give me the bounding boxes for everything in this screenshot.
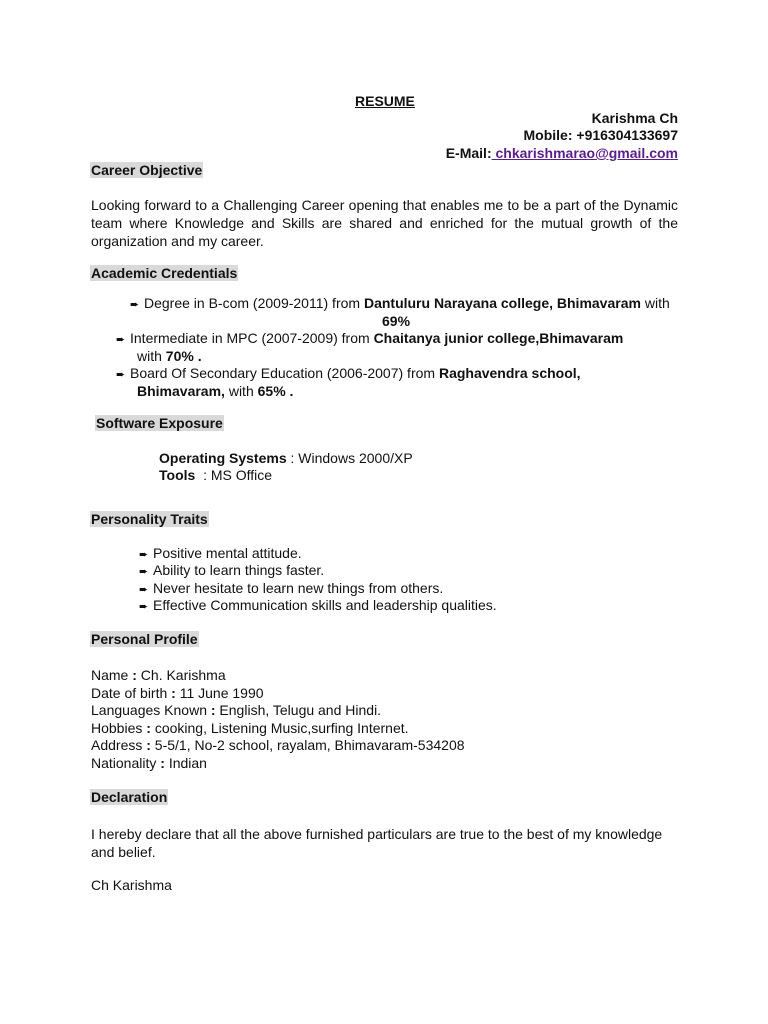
academic-item-3-city: Bhimavaram, — [137, 383, 225, 399]
software-heading: Software Exposure — [96, 415, 223, 431]
resume-title: RESUME — [355, 93, 415, 109]
trait-item-text: Never hesitate to learn new things from others. — [153, 580, 444, 596]
profile-value: 5-5/1, No-2 school, rayalam, Bhimavaram-534208 — [150, 737, 465, 753]
declaration-heading: Declaration — [91, 789, 168, 805]
profile-separator: : — [132, 667, 137, 683]
profile-row-hobbies — [91, 720, 409, 736]
software-os-label: Operating Systems — [159, 450, 287, 466]
trait-item-text: Positive mental attitude. — [153, 545, 302, 561]
academic-item-2-institution: Chaitanya junior college,Bhimavaram — [373, 330, 624, 346]
profile-value: Indian — [164, 755, 207, 771]
trait-item — [139, 562, 324, 578]
profile-label: Languages Known — [91, 702, 211, 718]
academic-item-1-mid: with — [640, 295, 670, 311]
trait-item — [139, 545, 302, 561]
software-os-value: : Windows 2000/XP — [286, 450, 413, 466]
academic-item-2-with: with — [137, 348, 166, 364]
mobile-value: +916304133697 — [576, 127, 678, 143]
candidate-name: Karishma Ch — [591, 110, 678, 126]
software-tools-line — [159, 467, 272, 483]
profile-separator: : — [146, 720, 151, 736]
trait-item — [139, 580, 443, 596]
email-label: E-Mail: — [445, 145, 492, 161]
academic-item-1-pre: Degree in B-com (2009-2011) from — [144, 295, 364, 311]
academic-item-2-score: 70% . — [165, 348, 202, 364]
bullet-arrow-icon: ➨ — [130, 299, 140, 311]
trait-item-text: Ability to learn things faster. — [153, 562, 325, 578]
profile-label: Address — [91, 737, 147, 753]
trait-item-text: Effective Communication skills and leadership qualities. — [153, 597, 497, 613]
profile-separator: : — [160, 755, 165, 771]
academic-item-1-score: 69% — [382, 313, 411, 329]
profile-label: Date of birth — [91, 685, 172, 701]
profile-row-dob — [91, 685, 264, 701]
profile-separator: : — [210, 702, 216, 718]
profile-label: Hobbies — [91, 720, 147, 736]
mobile-label: Mobile: — [523, 127, 577, 143]
academic-item-3-institution: Raghavendra school, — [438, 365, 581, 381]
academic-item-1 — [130, 295, 670, 311]
profile-label: Nationality — [91, 755, 161, 771]
declaration-text: I hereby declare that all the above furnished particulars are true to the best of my knowledge and belief. — [91, 826, 663, 860]
bullet-arrow-icon: ➨ — [139, 584, 149, 596]
profile-value: 11 June 1990 — [175, 685, 264, 701]
academic-item-3-pre: Board Of Secondary Education (2006-2007) from — [130, 365, 439, 381]
profile-row-address — [91, 737, 465, 753]
bullet-arrow-icon: ➨ — [116, 334, 126, 346]
bullet-arrow-icon: ➨ — [139, 566, 149, 578]
academic-item-1-institution: Dantuluru Narayana college, Bhimavaram — [363, 295, 641, 311]
bullet-arrow-icon: ➨ — [139, 549, 149, 561]
profile-row-languages — [91, 702, 381, 718]
software-tools-label: Tools — [159, 467, 196, 483]
profile-separator: : — [171, 685, 176, 701]
software-tools-value: : MS Office — [195, 467, 273, 483]
academic-heading: Academic Credentials — [91, 265, 238, 281]
bullet-arrow-icon: ➨ — [116, 369, 126, 381]
personal-profile-heading: Personal Profile — [91, 631, 198, 647]
profile-label: Name — [91, 667, 133, 683]
academic-item-3-score: 65% . — [257, 383, 294, 399]
mobile-line — [524, 127, 679, 143]
bullet-arrow-icon: ➨ — [139, 601, 149, 613]
profile-value: Ch. Karishma — [136, 667, 226, 683]
academic-item-2 — [116, 330, 623, 346]
profile-row-nationality — [91, 755, 207, 771]
academic-item-2-line2 — [137, 348, 202, 364]
career-objective-text: Looking forward to a Challenging Career opening that enables me to be a part of the Dynamic team where Knowledge and Skills are shared and enriched for the mutual growth of the organization and my career. — [91, 197, 678, 249]
profile-separator: : — [146, 737, 151, 753]
profile-value: cooking, Listening Music,surfing Internet. — [150, 720, 409, 736]
software-os-line — [159, 450, 413, 466]
email-link[interactable]: chkarishmarao@gmail.com — [491, 145, 678, 161]
academic-item-3-with: with — [224, 383, 258, 399]
email-line — [446, 145, 678, 161]
profile-value: English, Telugu and Hindi. — [215, 702, 382, 718]
signature: Ch Karishma — [91, 877, 172, 893]
academic-item-2-pre: Intermediate in MPC (2007-2009) from — [130, 330, 374, 346]
academic-item-3 — [116, 365, 581, 381]
career-objective-heading: Career Objective — [91, 162, 203, 178]
personality-heading: Personality Traits — [91, 511, 208, 527]
profile-row-name — [91, 667, 226, 683]
trait-item — [139, 597, 497, 613]
academic-item-3-line2 — [137, 383, 293, 399]
